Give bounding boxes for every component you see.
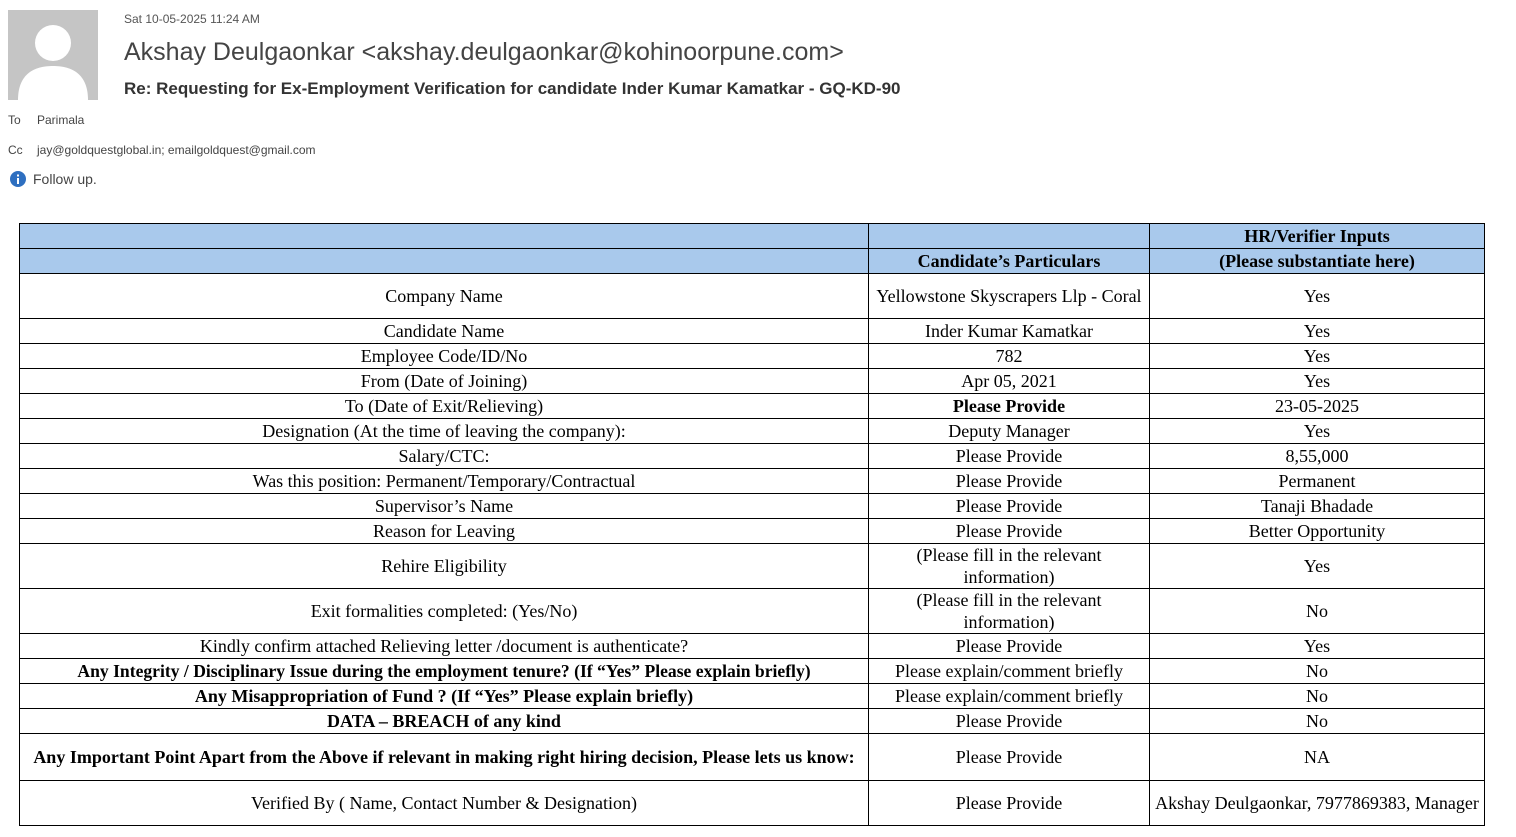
row-label: Company Name	[20, 274, 869, 319]
row-candidate: 782	[869, 344, 1150, 369]
row-hr-input: Akshay Deulgaonkar, 7977869383, Manager	[1150, 781, 1485, 826]
table-row	[20, 344, 1485, 369]
info-icon	[10, 171, 26, 187]
row-candidate: Apr 05, 2021	[869, 369, 1150, 394]
row-label: Kindly confirm attached Relieving letter /document is authenticate?	[20, 634, 869, 659]
cc-recipients[interactable]: jay@goldquestglobal.in; emailgoldquest@gmail.com	[37, 143, 316, 157]
row-candidate: Please explain/comment briefly	[869, 659, 1150, 684]
row-hr-input: Yes	[1150, 419, 1485, 444]
row-candidate: Please Provide	[869, 469, 1150, 494]
cc-label: Cc	[8, 143, 23, 157]
table-row	[20, 274, 1485, 319]
row-label: Supervisor’s Name	[20, 494, 869, 519]
table-row	[20, 734, 1485, 781]
email-timestamp: Sat 10-05-2025 11:24 AM	[124, 12, 260, 26]
verification-table	[19, 223, 1485, 826]
header-empty-cell	[20, 224, 869, 249]
header-hr-verifier: HR/Verifier Inputs	[1150, 224, 1485, 249]
table-row	[20, 494, 1485, 519]
row-hr-input: Yes	[1150, 274, 1485, 319]
to-row	[8, 113, 84, 127]
row-hr-input: NA	[1150, 734, 1485, 781]
table-row	[20, 684, 1485, 709]
header-substantiate: (Please substantiate here)	[1150, 249, 1485, 274]
row-hr-input: Tanaji Bhadade	[1150, 494, 1485, 519]
header-empty-cell	[869, 224, 1150, 249]
row-label: Rehire Eligibility	[20, 544, 869, 589]
row-candidate: Please Provide	[869, 494, 1150, 519]
row-hr-input: No	[1150, 659, 1485, 684]
row-hr-input: Yes	[1150, 344, 1485, 369]
row-candidate: Please Provide	[869, 781, 1150, 826]
row-candidate: (Please fill in the relevant information)	[869, 544, 1150, 589]
row-candidate: Please Provide	[869, 519, 1150, 544]
row-hr-input: No	[1150, 684, 1485, 709]
row-hr-input: Yes	[1150, 634, 1485, 659]
row-hr-input: Yes	[1150, 544, 1485, 589]
row-candidate: Please Provide	[869, 734, 1150, 781]
header-row	[20, 249, 1485, 274]
info-text: Follow up.	[33, 171, 97, 187]
row-hr-input: Yes	[1150, 369, 1485, 394]
row-candidate: Please Provide	[869, 709, 1150, 734]
table-row	[20, 469, 1485, 494]
header-empty-cell	[20, 249, 869, 274]
to-label: To	[8, 113, 21, 127]
row-candidate: (Please fill in the relevant information)	[869, 589, 1150, 634]
table-row	[20, 369, 1485, 394]
table-row	[20, 319, 1485, 344]
table-row	[20, 394, 1485, 419]
row-label: Reason for Leaving	[20, 519, 869, 544]
table-row	[20, 589, 1485, 634]
email-subject: Re: Requesting for Ex-Employment Verification for candidate Inder Kumar Kamatkar - GQ-KD-90	[124, 79, 901, 98]
row-candidate: Inder Kumar Kamatkar	[869, 319, 1150, 344]
table-row	[20, 709, 1485, 734]
row-hr-input: No	[1150, 709, 1485, 734]
cc-row	[8, 143, 316, 157]
row-hr-input: Permanent	[1150, 469, 1485, 494]
row-hr-input: 23-05-2025	[1150, 394, 1485, 419]
table-row	[20, 419, 1485, 444]
row-hr-input: No	[1150, 589, 1485, 634]
row-label: Salary/CTC:	[20, 444, 869, 469]
row-candidate: Please Provide	[869, 634, 1150, 659]
row-label: Any Important Point Apart from the Above if relevant in making right hiring decision, Please lets us know:	[20, 734, 869, 781]
table-row	[20, 444, 1485, 469]
row-label: Any Integrity / Disciplinary Issue during the employment tenure? (If “Yes” Please explain briefly)	[20, 659, 869, 684]
row-label: To (Date of Exit/Relieving)	[20, 394, 869, 419]
to-recipient[interactable]: Parimala	[37, 113, 85, 127]
email-sender[interactable]: Akshay Deulgaonkar <akshay.deulgaonkar@kohinoorpune.com>	[124, 38, 844, 66]
row-candidate: Please explain/comment briefly	[869, 684, 1150, 709]
row-label: DATA – BREACH of any kind	[20, 709, 869, 734]
row-candidate: Please Provide	[869, 394, 1150, 419]
row-candidate: Deputy Manager	[869, 419, 1150, 444]
row-hr-input: 8,55,000	[1150, 444, 1485, 469]
row-label: Candidate Name	[20, 319, 869, 344]
header-candidate-particulars: Candidate’s Particulars	[869, 249, 1150, 274]
header-row-top	[20, 224, 1485, 249]
info-bar[interactable]	[10, 171, 97, 187]
row-label: Verified By ( Name, Contact Number & Designation)	[20, 781, 869, 826]
person-avatar-icon	[8, 10, 98, 100]
row-hr-input: Yes	[1150, 319, 1485, 344]
row-candidate: Yellowstone Skyscrapers Llp - Coral	[869, 274, 1150, 319]
row-label: Designation (At the time of leaving the company):	[20, 419, 869, 444]
sender-avatar	[8, 10, 98, 100]
table-row	[20, 781, 1485, 826]
row-label: Employee Code/ID/No	[20, 344, 869, 369]
row-label: From (Date of Joining)	[20, 369, 869, 394]
row-candidate: Please Provide	[869, 444, 1150, 469]
row-label: Any Misappropriation of Fund ? (If “Yes” Please explain briefly)	[20, 684, 869, 709]
row-label: Exit formalities completed: (Yes/No)	[20, 589, 869, 634]
table-row	[20, 544, 1485, 589]
table-row	[20, 659, 1485, 684]
row-label: Was this position: Permanent/Temporary/Contractual	[20, 469, 869, 494]
table-row	[20, 634, 1485, 659]
row-hr-input: Better Opportunity	[1150, 519, 1485, 544]
table-row	[20, 519, 1485, 544]
